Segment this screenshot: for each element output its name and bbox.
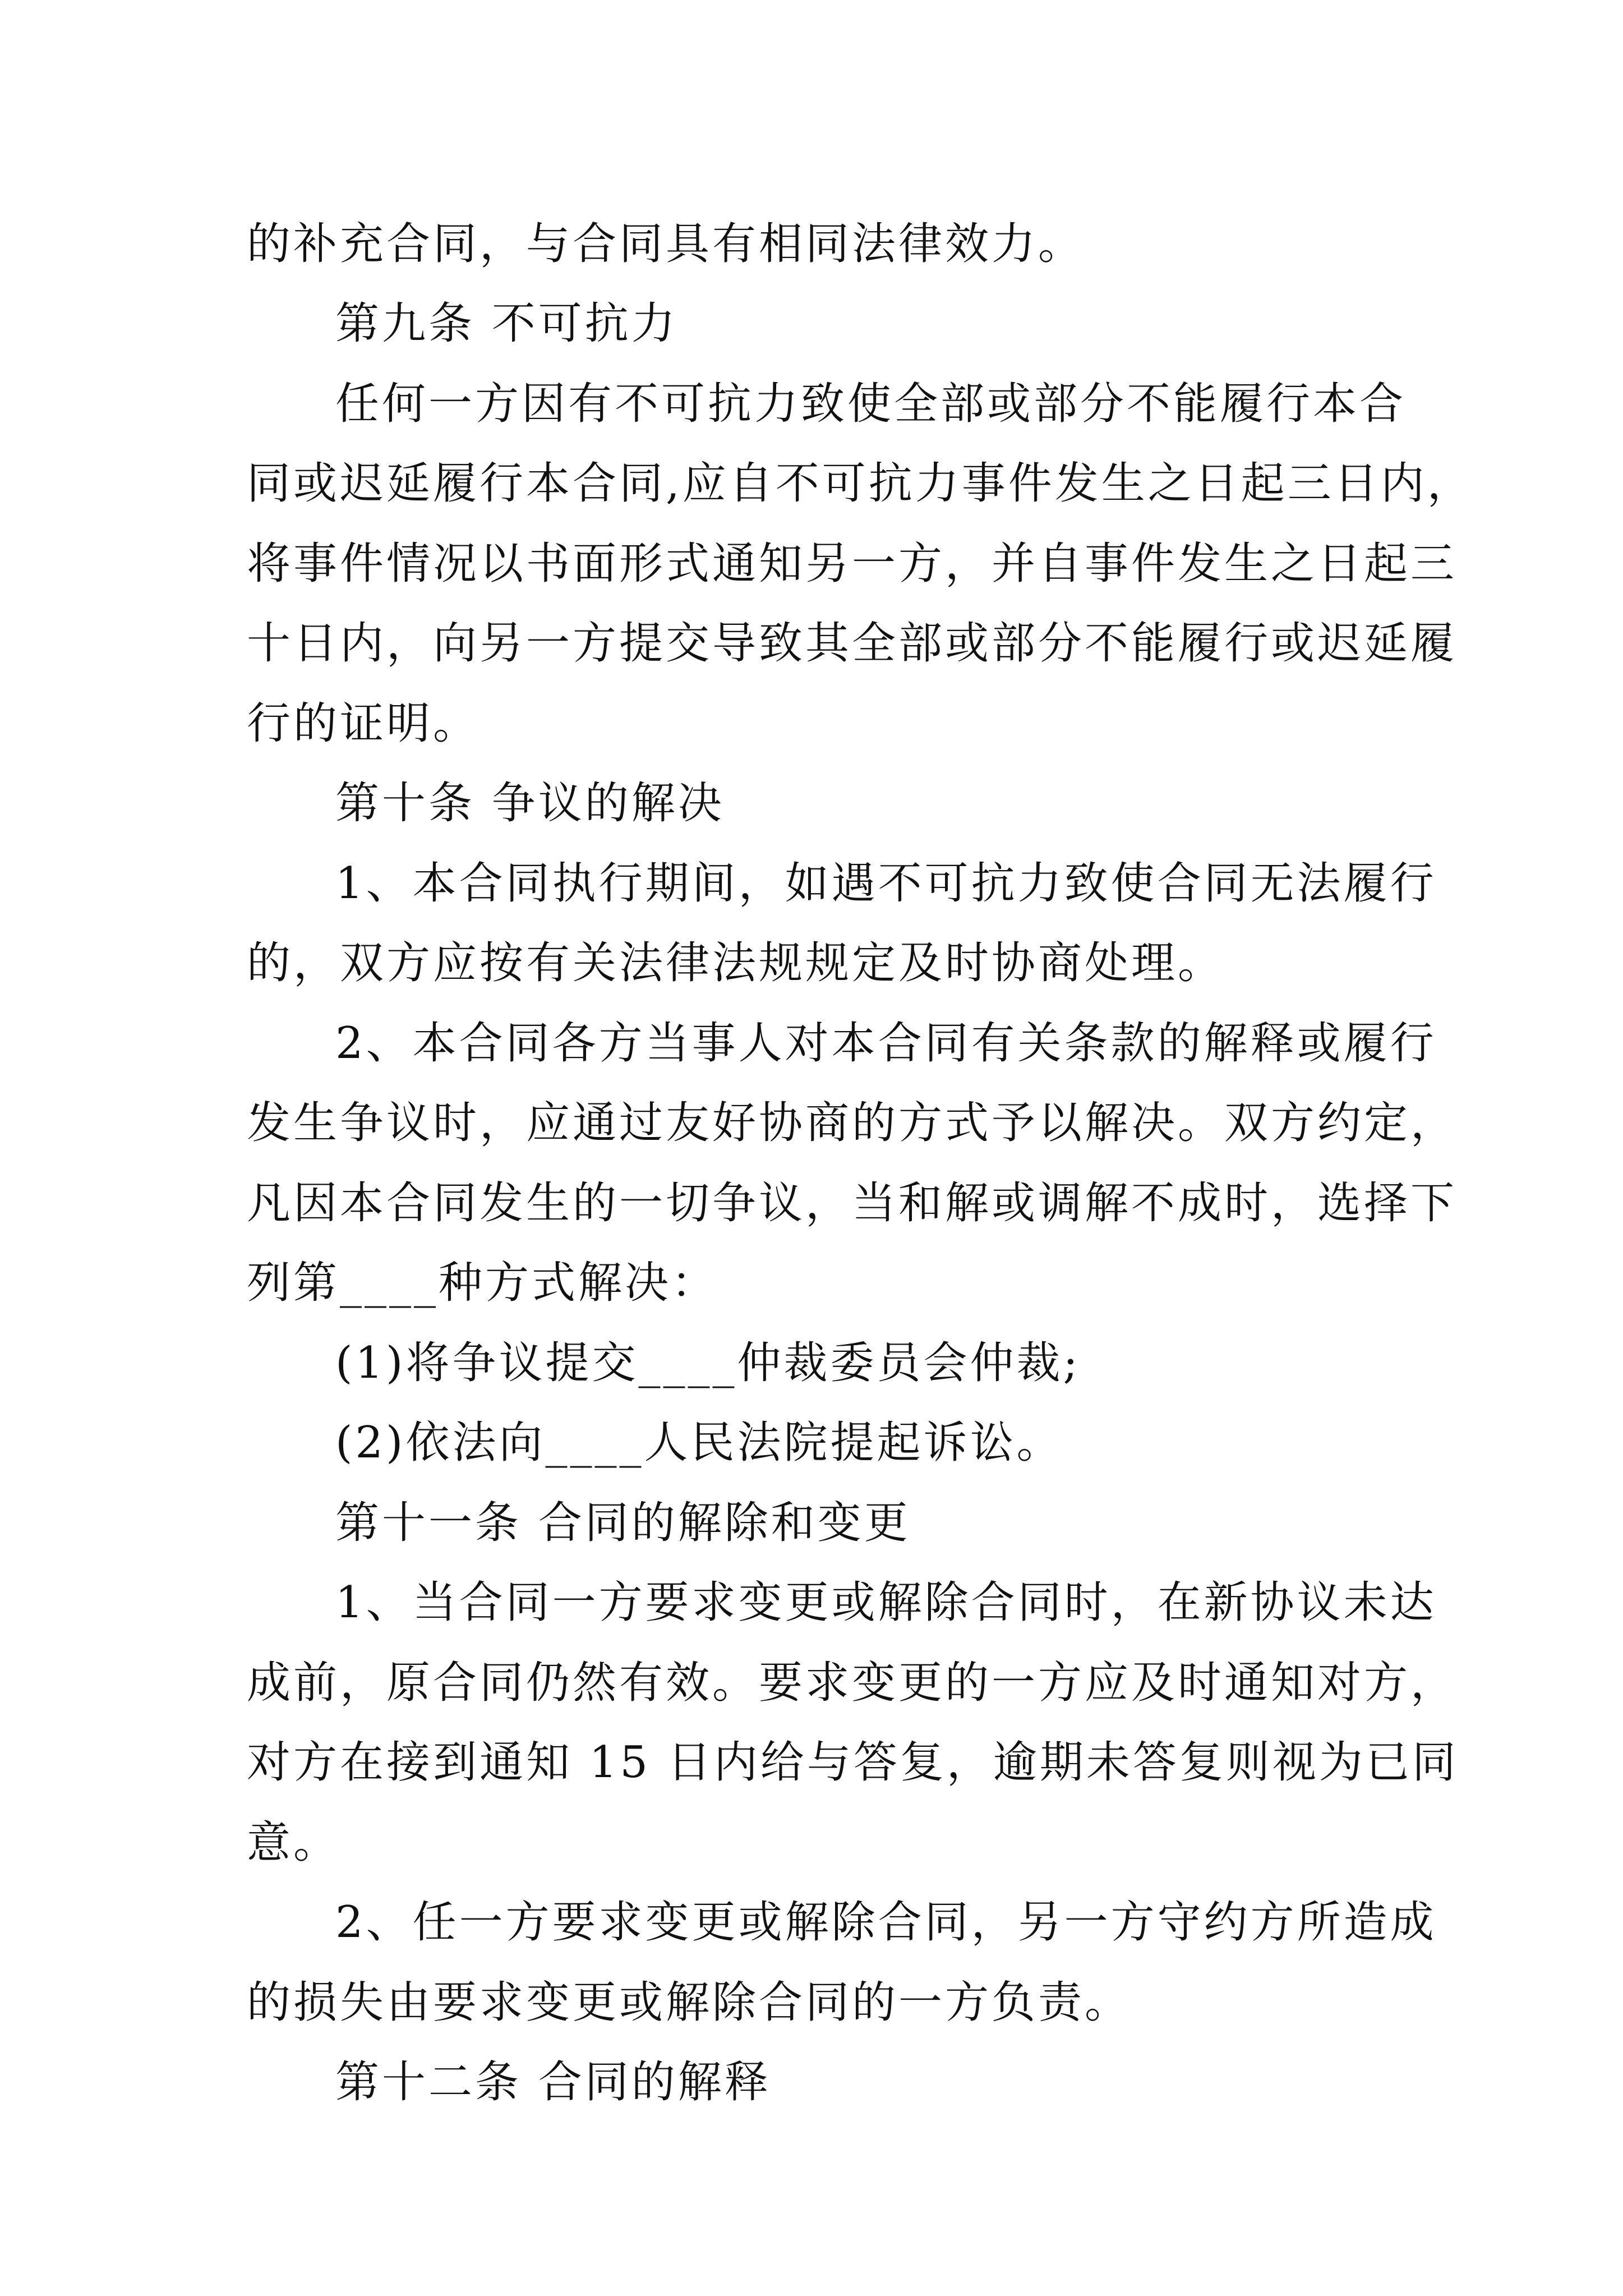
text-line: 2、任一方要求变更或解除合同，另一方守约方所造成 (335, 1897, 1437, 1948)
text-line: 2、本合同各方当事人对本合同有关条款的解释或履行 (335, 1018, 1437, 1069)
text-line: (2)依法向____人民法院提起诉讼。 (335, 1418, 1063, 1468)
text-line: 十日内，向另一方提交导致其全部或部分不能履行或迟延履 (247, 618, 1458, 669)
text-line: 凡因本合同发生的一切争议，当和解或调解不成时，选择下 (247, 1178, 1458, 1228)
text-line: 发生争议时，应通过友好协商的方式予以解决。双方约定， (247, 1098, 1458, 1148)
text-line: 对方在接到通知 15 日内给与答复，逾期未答复则视为已同 (247, 1737, 1459, 1788)
text-line: 的补充合同，与合同具有相同法律效力。 (247, 219, 1085, 269)
text-line: 的，双方应按有关法律法规规定及时协商处理。 (247, 938, 1225, 988)
article-heading: 第十一条 合同的解除和变更 (335, 1498, 911, 1548)
text-line: 成前，原合同仍然有效。要求变更的一方应及时通知对方， (247, 1658, 1458, 1708)
text-line: 1、当合同一方要求变更或解除合同时，在新协议未达 (335, 1577, 1437, 1628)
text-line: 意。 (247, 1818, 340, 1868)
article-heading: 第十二条 合同的解释 (335, 2057, 771, 2108)
text-line: 任何一方因有不可抗力致使全部或部分不能履行本合 (335, 379, 1407, 429)
text-line: 的损失由要求变更或解除合同的一方负责。 (247, 1977, 1132, 2028)
article-heading: 第九条 不可抗力 (335, 298, 678, 349)
text-line: 将事件情况以书面形式通知另一方，并自事件发生之日起三 (247, 539, 1458, 589)
text-line: 行的证明。 (247, 698, 480, 749)
text-line: 列第____种方式解决： (247, 1258, 718, 1308)
text-line: (1)将争议提交____仲裁委员会仲裁; (335, 1338, 1081, 1388)
text-line: 同或迟延履行本合同,应自不可抗力事件发生之日起三日内， (247, 458, 1474, 509)
text-line: 1、本合同执行期间，如遇不可抗力致使合同无法履行 (335, 858, 1437, 909)
article-heading: 第十条 争议的解决 (335, 778, 725, 829)
